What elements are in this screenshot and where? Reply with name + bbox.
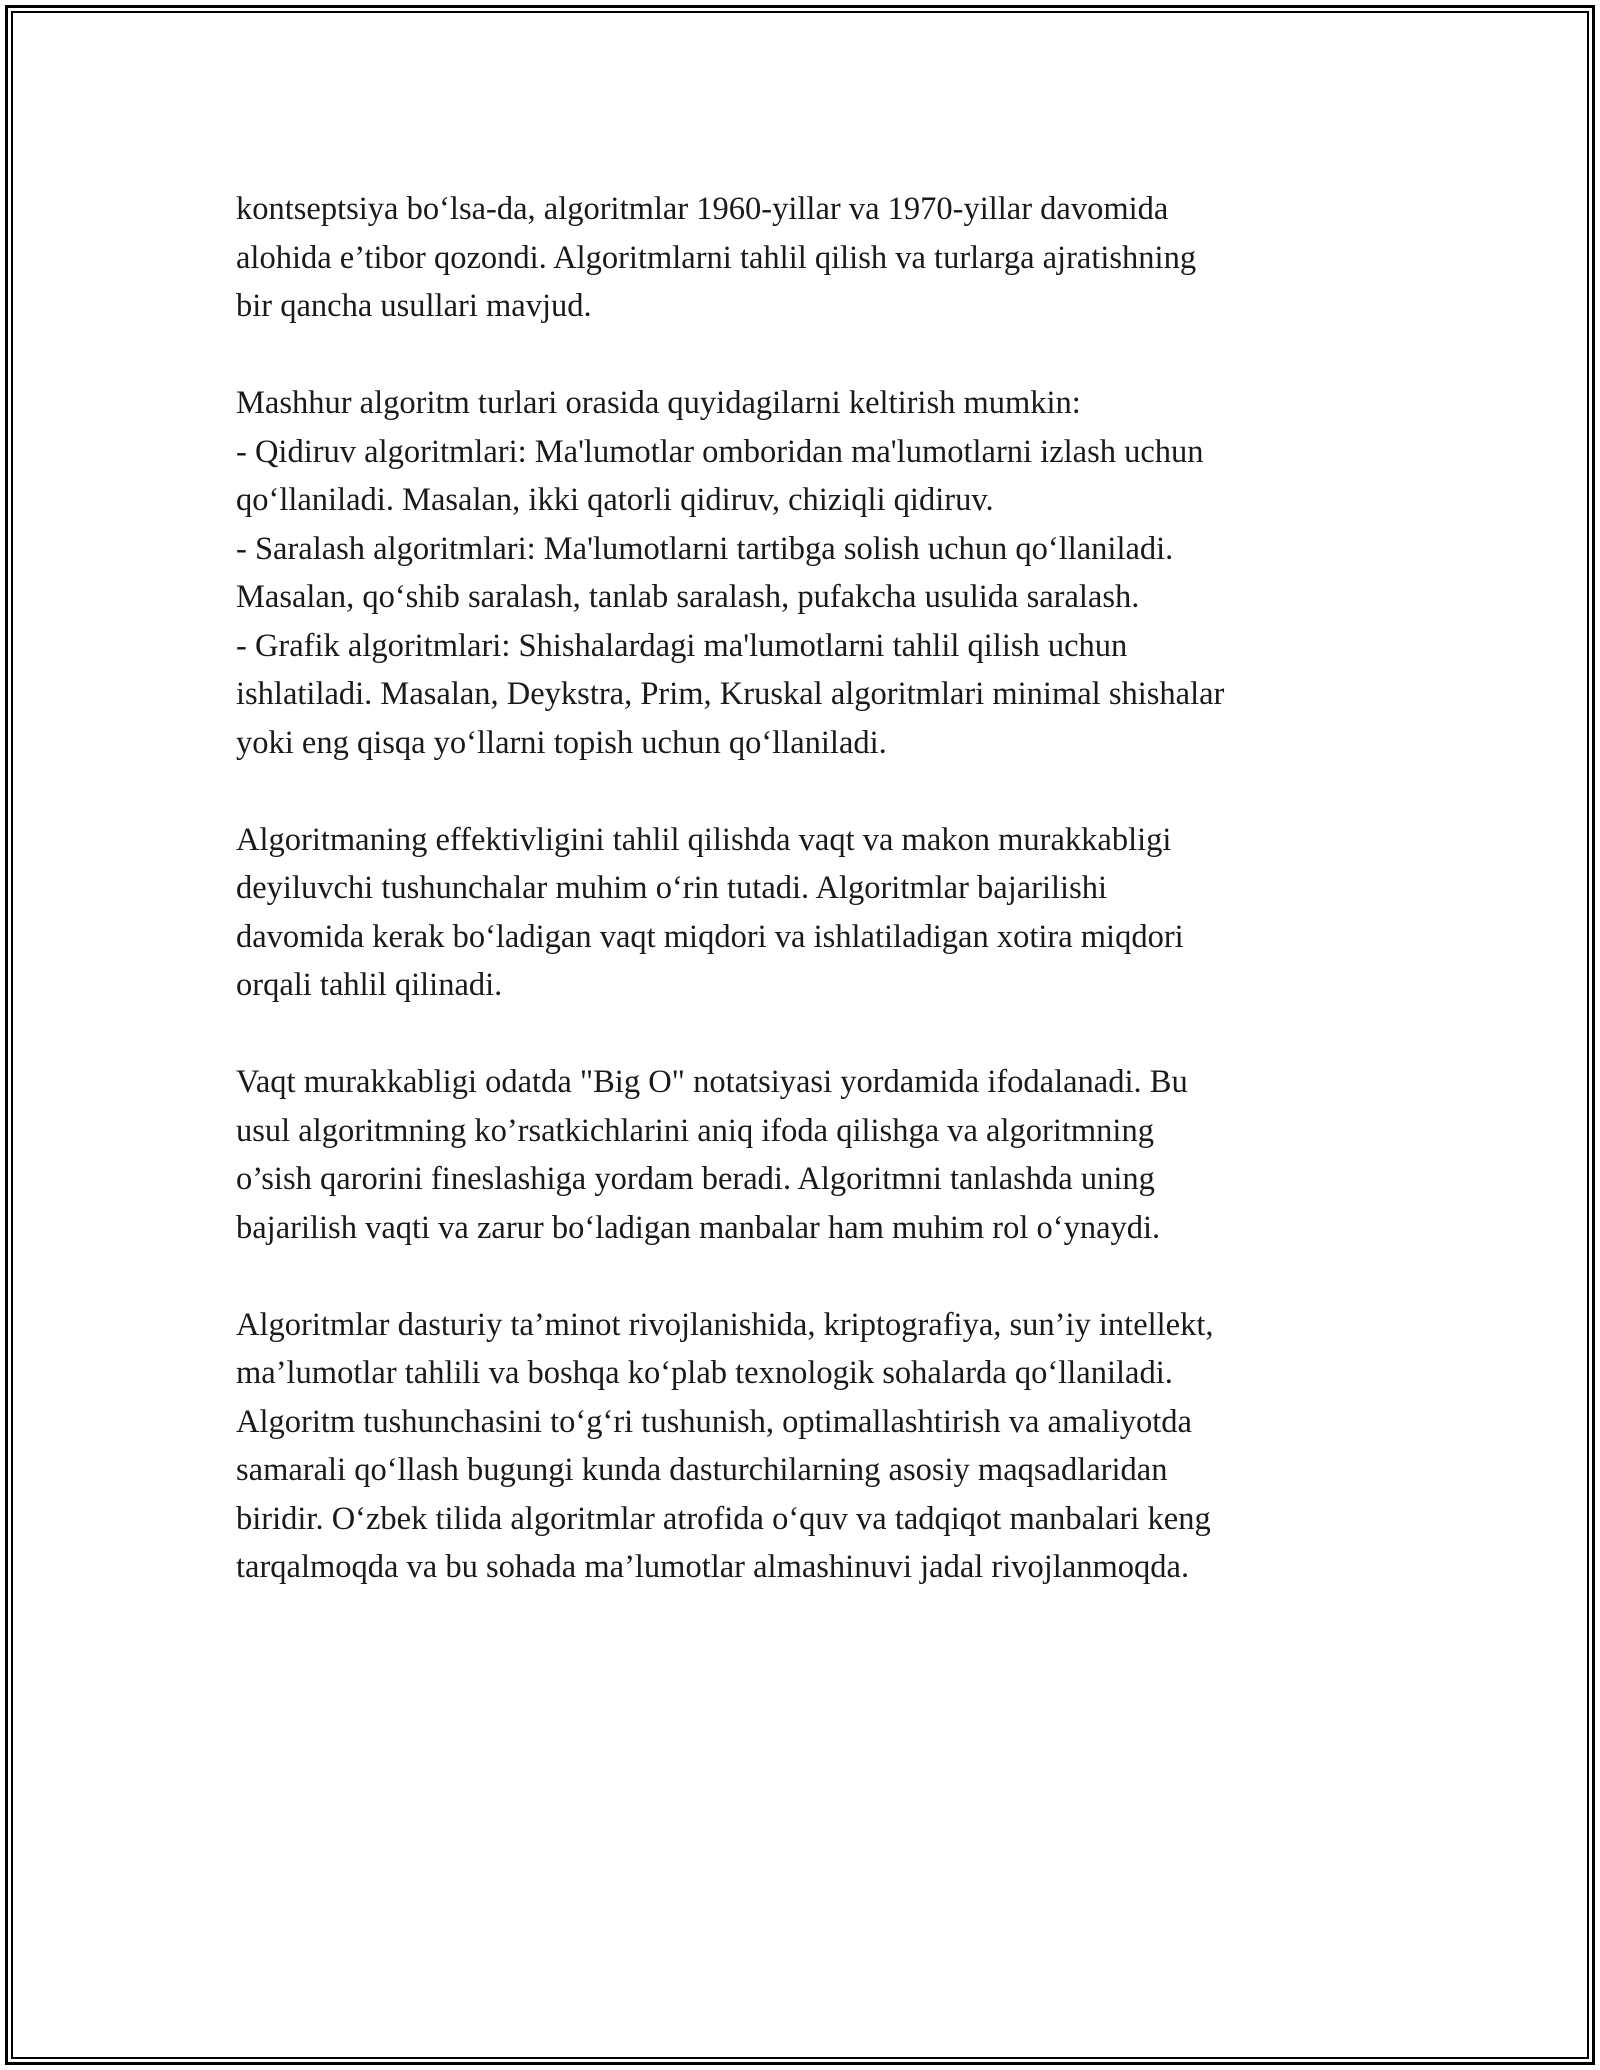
text-line: deyiluvchi tushunchalar muhim oʻrin tutadi. Algoritmlar bajarilishi — [236, 870, 1108, 906]
text-line: biridir. Oʻzbek tilida algoritmlar atrofida oʻquv va tadqiqot manbalari keng — [236, 1500, 1211, 1537]
document-body — [236, 185, 1376, 1640]
text-line: Algoritmlar dasturiy ta’minot rivojlanishida, kriptografiya, sun’iy intellekt, — [236, 1306, 1214, 1343]
list-item-search: - Qidiruv algoritmlari: Ma'lumotlar omboridan ma'lumotlarni izlash uchun — [236, 433, 1204, 470]
text-line: tarqalmoqda va bu sohada ma’lumotlar almashinuvi jadal rivojlanmoqda. — [236, 1549, 1190, 1585]
paragraph-4 — [236, 1058, 1376, 1252]
text-line: Masalan, qoʻshib saralash, tanlab saralash, pufakcha usulida saralash. — [236, 579, 1140, 615]
text-line: ishlatiladi. Masalan, Deykstra, Prim, Kruskal algoritmlari minimal shishalar — [236, 676, 1225, 712]
paragraph-3 — [236, 816, 1376, 1010]
text-line: kontseptsiya boʻlsa-da, algoritmlar 1960-yillar va 1970-yillar davomida — [236, 191, 1169, 227]
text-line: Vaqt murakkabligi odatda "Big O" notatsiyasi yordamida ifodalanadi. Bu — [236, 1064, 1188, 1100]
text-line: yoki eng qisqa yoʻllarni topish uchun qoʻllaniladi. — [236, 724, 887, 761]
text-line: samarali qoʻllash bugungi kunda dasturchilarning asosiy maqsadlaridan — [236, 1452, 1168, 1488]
text-line: bir qancha usullari mavjud. — [236, 288, 592, 324]
text-line: davomida kerak boʻladigan vaqt miqdori va ishlatiladigan xotira miqdori — [236, 918, 1184, 955]
text-line: alohida e’tibor qozondi. Algoritmlarni tahlil qilish va turlarga ajratishning — [236, 239, 1197, 276]
list-item-sorting: - Saralash algoritmlari: Ma'lumotlarni tartibga solish uchun qoʻllaniladi. — [236, 530, 1174, 567]
text-line: qoʻllaniladi. Masalan, ikki qatorli qidiruv, chiziqli qidiruv. — [236, 482, 994, 518]
text-line: o’sish qarorini fineslashiga yordam beradi. Algoritmni tanlashda uning — [236, 1161, 1155, 1197]
paragraph-5 — [236, 1301, 1376, 1592]
paragraph-2 — [236, 379, 1376, 767]
paragraph-1 — [236, 185, 1376, 331]
text-line: ma’lumotlar tahlili va boshqa koʻplab texnologik sohalarda qoʻllaniladi. — [236, 1355, 1173, 1391]
text-line: Algoritmaning effektivligini tahlil qilishda vaqt va makon murakkabligi — [236, 821, 1172, 858]
list-item-graph: - Grafik algoritmlari: Shishalardagi ma'lumotlarni tahlil qilish uchun — [236, 627, 1128, 664]
text-line: usul algoritmning ko’rsatkichlarini aniq ifoda qilishga va algoritmning — [236, 1112, 1154, 1149]
text-line: bajarilish vaqti va zarur boʻladigan manbalar ham muhim rol oʻynaydi. — [236, 1209, 1161, 1246]
text-line: orqali tahlil qilinadi. — [236, 967, 503, 1003]
text-line: Algoritm tushunchasini toʻgʻri tushunish, optimallashtirish va amaliyotda — [236, 1403, 1192, 1440]
text-line: Mashhur algoritm turlari orasida quyidagilarni keltirish mumkin: — [236, 385, 1081, 421]
